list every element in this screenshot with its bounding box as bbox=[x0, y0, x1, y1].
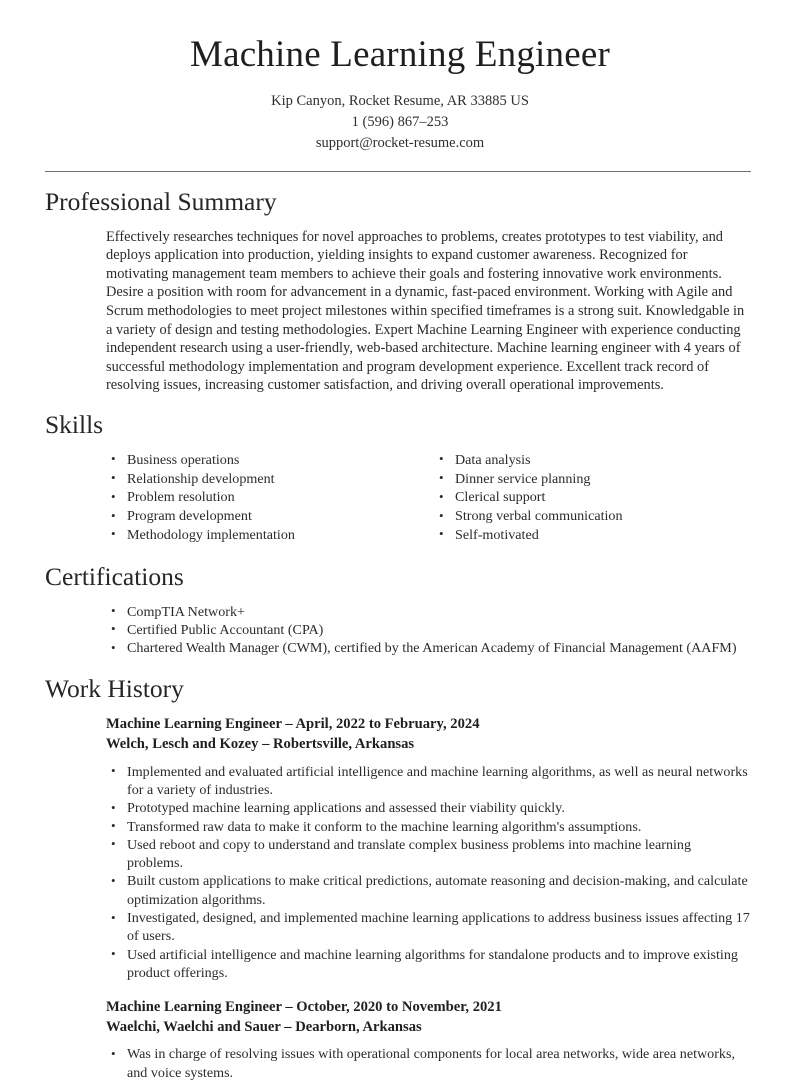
list-item: • Program development bbox=[106, 507, 428, 526]
section-certifications bbox=[0, 563, 800, 658]
section-work-history bbox=[0, 675, 800, 1082]
contact-email: support@rocket-resume.com bbox=[315, 134, 485, 151]
work-history-list bbox=[0, 715, 800, 1082]
list-item: • Business operations bbox=[106, 451, 428, 470]
job-title: Machine Learning Engineer – April, 2022 to February, 2024 bbox=[106, 716, 480, 733]
job-title: Machine Learning Engineer – October, 2020 to November, 2021 bbox=[106, 999, 502, 1016]
job-company: Waelchi, Waelchi and Sauer – Dearborn, Arkansas bbox=[106, 1018, 422, 1035]
list-item: • Prototyped machine learning applications and assessed their viability quickly. bbox=[106, 799, 750, 817]
contact-address: Kip Canyon, Rocket Resume, AR 33885 US bbox=[271, 92, 529, 109]
section-heading-certifications: Certifications bbox=[45, 561, 184, 591]
list-item: • CompTIA Network+ bbox=[106, 603, 750, 621]
skills-column-right bbox=[428, 451, 750, 545]
work-history-entry bbox=[0, 715, 800, 982]
list-item: • Dinner service planning bbox=[434, 470, 750, 489]
list-item: • Strong verbal communication bbox=[434, 507, 750, 526]
contact-phone: 1 (596) 867–253 bbox=[351, 113, 449, 130]
list-item: • Used artificial intelligence and machine learning algorithms for standalone products and to improve existing product offerings. bbox=[106, 946, 750, 983]
job-bullet-list bbox=[106, 763, 750, 983]
list-item: • Relationship development bbox=[106, 470, 428, 489]
skills-list-left bbox=[106, 451, 428, 545]
list-item: • Methodology implementation bbox=[106, 526, 428, 545]
summary-body bbox=[0, 228, 800, 395]
section-skills bbox=[0, 411, 800, 545]
summary-text: Effectively researches techniques for novel approaches to problems, creates prototypes to test viability, and deploys application into production, yielding insights to expand customer awareness. Recognized for motivating management team members to achieve their goals and fostering innovative work environments. Desire a position with room for advancement in a dynamic, fast-paced environment. Working with Agile and Scrum methodologies to meet project milestones within specified timeframes is a strong suit. Knowledgable in a variety of design and testing methodologies. Expert Machine Learning Engineer with experience conducting independent research using a user-friendly, web-based architecture. Machine learning engineer with 4 years of successful methodology implementation and program development experience. Excellent track record of resolving issues, increasing customer satisfaction, and driving overall operational improvements. bbox=[106, 228, 745, 394]
skills-body bbox=[0, 451, 800, 545]
skills-list-right bbox=[434, 451, 750, 545]
job-company: Welch, Lesch and Kozey – Robertsville, Arkansas bbox=[106, 736, 415, 753]
list-item: • Transformed raw data to make it conform to the machine learning algorithm's assumptions. bbox=[106, 818, 750, 836]
section-heading-work-history: Work History bbox=[45, 674, 184, 704]
skills-grid bbox=[106, 451, 750, 545]
certifications-body bbox=[0, 603, 800, 658]
section-heading-summary: Professional Summary bbox=[45, 186, 277, 216]
resume-header bbox=[0, 0, 800, 154]
list-item: • Built custom applications to make critical predictions, automate reasoning and decision-making, and calculate optimization algorithms. bbox=[106, 872, 750, 909]
work-history-entry bbox=[0, 998, 800, 1082]
skills-column-left bbox=[106, 451, 428, 545]
section-heading-skills: Skills bbox=[45, 409, 104, 439]
list-item: • Clerical support bbox=[434, 488, 750, 507]
job-bullet-list bbox=[106, 1045, 750, 1082]
page-title: Machine Learning Engineer bbox=[189, 34, 611, 75]
certifications-list bbox=[106, 603, 750, 658]
list-item: • Chartered Wealth Manager (CWM), certified by the American Academy of Financial Management (AAFM) bbox=[106, 639, 750, 657]
list-item: • Self-motivated bbox=[434, 526, 750, 545]
list-item: • Data analysis bbox=[434, 451, 750, 470]
list-item: • Used reboot and copy to understand and translate complex business problems into machine learning problems. bbox=[106, 836, 750, 873]
list-item: • Was in charge of resolving issues with operational components for local area networks, wide area networks, and voice systems. bbox=[106, 1045, 750, 1082]
list-item: • Problem resolution bbox=[106, 488, 428, 507]
section-professional-summary bbox=[0, 188, 800, 395]
list-item: • Implemented and evaluated artificial intelligence and machine learning algorithms, as well as neural networks for a variety of industries. bbox=[106, 763, 750, 800]
list-item: • Investigated, designed, and implemented machine learning applications to address business issues affecting 17 of users. bbox=[106, 909, 750, 946]
list-item: • Certified Public Accountant (CPA) bbox=[106, 621, 750, 639]
